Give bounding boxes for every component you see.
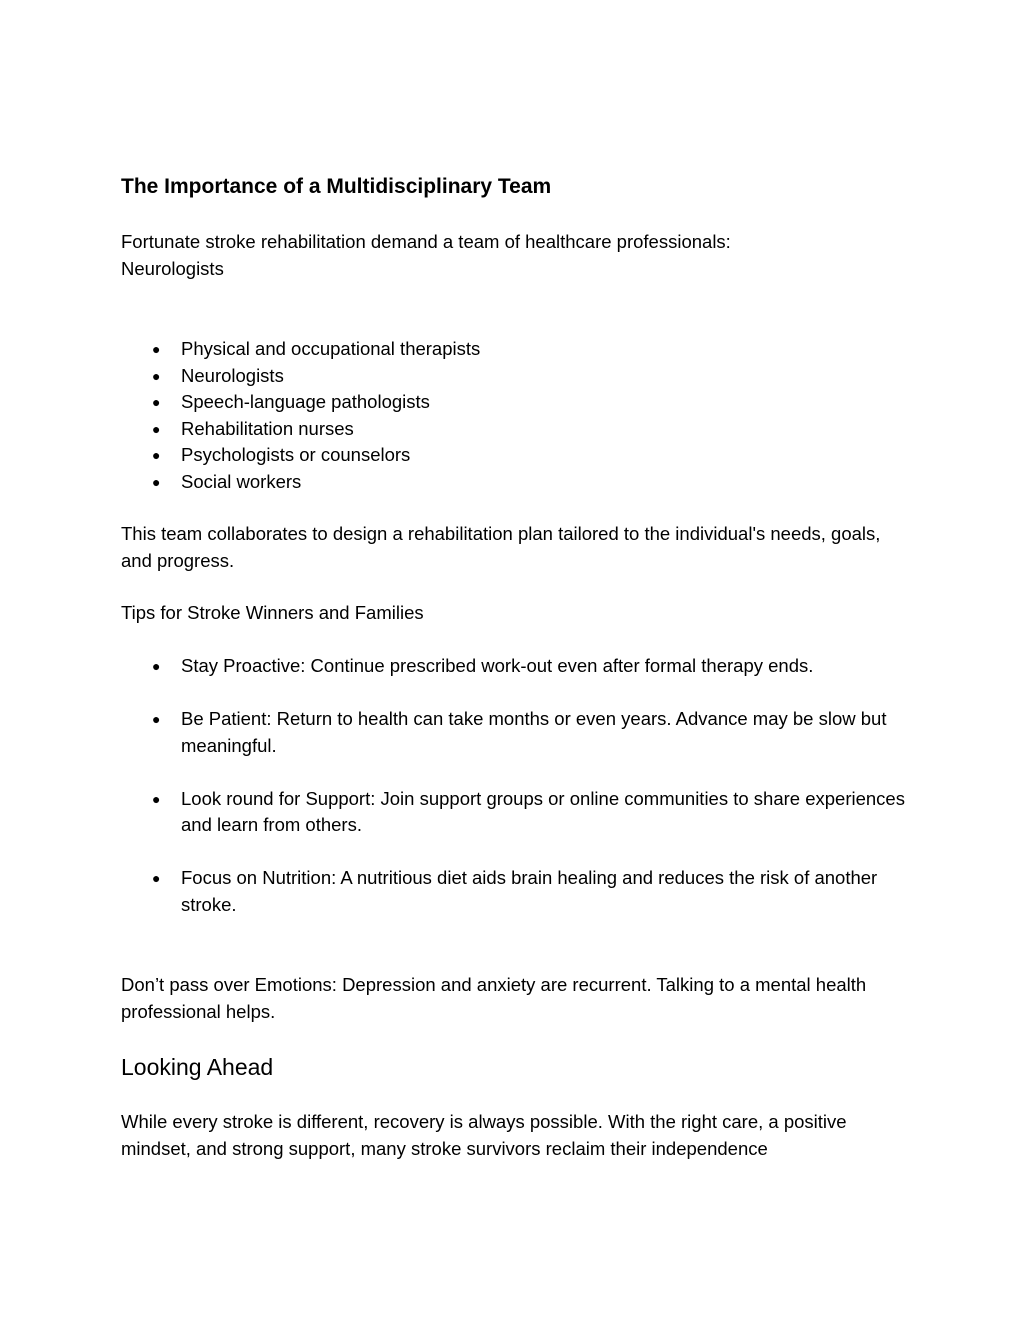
list-item-text: Look round for Support: Join support groups or online communities to share experiences and learn from others.: [181, 787, 905, 835]
list-item: [121, 389, 911, 416]
bullet-icon: ●: [152, 473, 161, 490]
bullet-icon: ●: [152, 367, 161, 384]
document-page: [121, 0, 911, 1325]
list-item: [121, 336, 911, 363]
list-item-text: Focus on Nutrition: A nutritious diet aids brain healing and reduces the risk of another stroke.: [181, 867, 878, 915]
bullet-icon: ●: [152, 420, 161, 437]
bullet-icon: ●: [152, 711, 161, 727]
list-item-text: Stay Proactive: Continue prescribed work-out even after formal therapy ends.: [181, 655, 814, 676]
team-paragraph: This team collaborates to design a rehabilitation plan tailored to the individual's needs, goals, and progress.: [121, 523, 881, 571]
list-item: [121, 363, 911, 390]
bullet-icon: ●: [152, 790, 161, 807]
intro-line-1: Fortunate stroke rehabilitation demand a team of healthcare professionals:: [121, 231, 731, 252]
intro-line-2: Neurologists: [121, 257, 224, 279]
list-item-text: Psychologists or counselors: [181, 444, 411, 465]
tips-heading: Tips for Stroke Winners and Families: [121, 602, 424, 623]
list-item: [121, 786, 911, 839]
team-member-list: [121, 336, 911, 495]
list-item: [121, 442, 911, 469]
page-title: The Importance of a Multidisciplinary Team: [121, 175, 552, 198]
list-item-text: Social workers: [181, 470, 302, 492]
list-item: [121, 865, 911, 918]
list-item-text: Neurologists: [181, 364, 284, 386]
bullet-icon: ●: [152, 394, 161, 410]
tips-list: [121, 653, 911, 945]
bullet-icon: ●: [152, 341, 161, 357]
list-item: [121, 416, 911, 443]
bullet-icon: ●: [152, 447, 161, 463]
section-heading: Looking Ahead: [121, 1054, 274, 1080]
closing-paragraph: While every stroke is different, recovery is always possible. With the right care, a positive mindset, and strong support, many stroke survivors reclaim their independence: [121, 1111, 847, 1159]
list-item-text: Be Patient: Return to health can take months or even years. Advance may be slow but meaningful.: [181, 708, 887, 756]
list-item: [121, 653, 911, 680]
bullet-icon: ●: [152, 658, 161, 674]
intro-paragraph: [121, 229, 911, 282]
list-item: [121, 469, 911, 496]
list-item: [121, 706, 911, 759]
emotions-paragraph: Don’t pass over Emotions: Depression and anxiety are recurrent. Talking to a mental health professional helps.: [121, 974, 867, 1022]
list-item-text: Physical and occupational therapists: [181, 338, 481, 359]
list-item-text: Speech-language pathologists: [181, 391, 430, 412]
list-item-text: Rehabilitation nurses: [181, 417, 354, 439]
bullet-icon: ●: [152, 870, 161, 886]
